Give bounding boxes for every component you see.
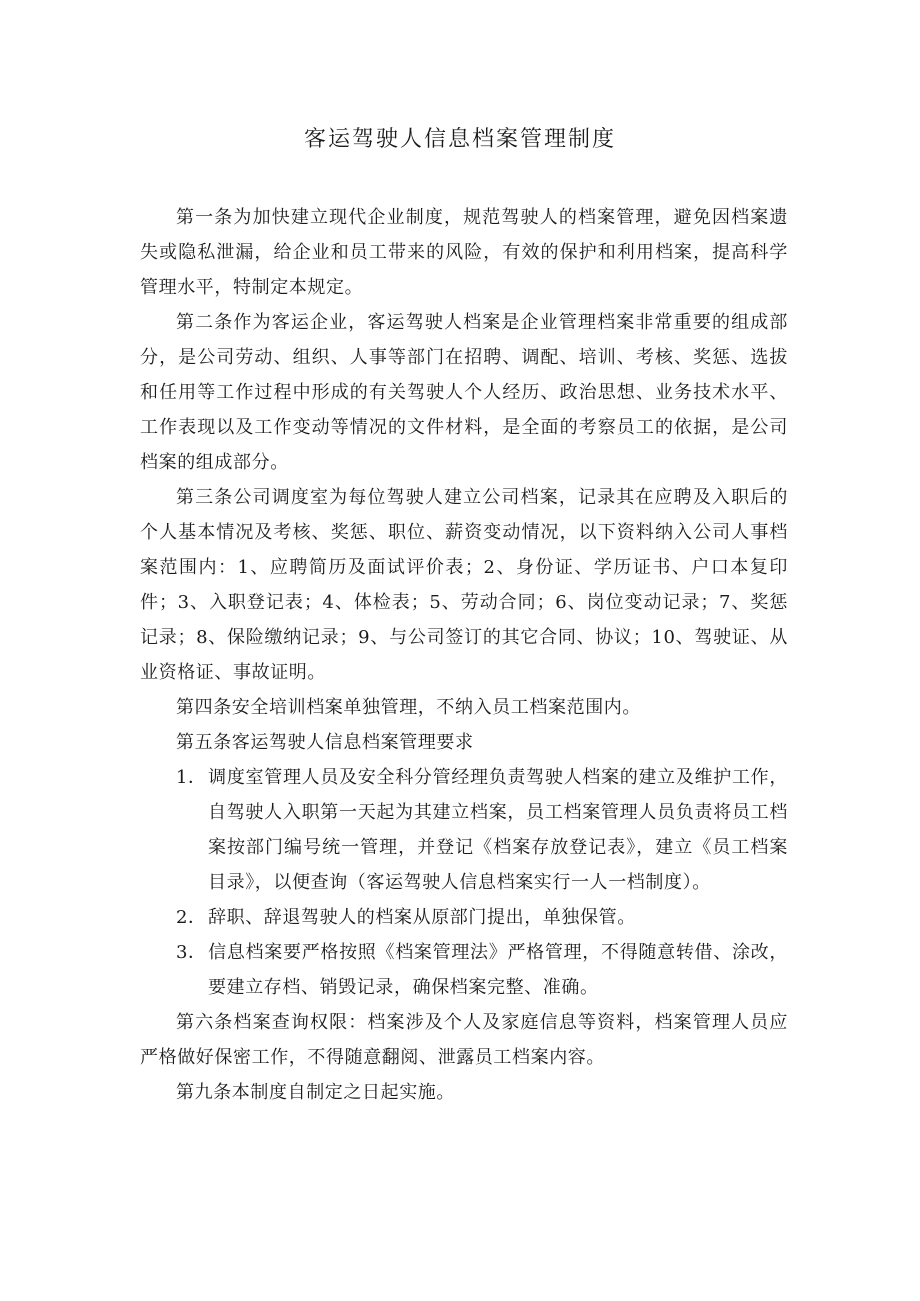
requirement-number: 2． — [176, 907, 207, 928]
article-3: 第三条公司调度室为每位驾驶人建立公司档案，记录其在应聘及入职后的个人基本情况及考核、奖惩、职位、薪资变动情况，以下资料纳入公司人事档案范围内：1、应聘简历及面试评价表；2、身份证、学历证书、户口本复印件；3、入职登记表；4、体检表；5、劳动合同；6、岗位变动记录；7、奖惩记录；8、保险缴纳记录；9、与公司签订的其它合同、协议；10、驾驶证、从业资格证、事故证明。 — [140, 487, 788, 683]
article-4: 第四条安全培训档案单独管理，不纳入员工档案范围内。 — [176, 697, 641, 718]
requirement-item-2 — [140, 900, 788, 935]
document-title: 客运驾驶人信息档案管理制度 — [303, 127, 616, 152]
article-2: 第二条作为客运企业，客运驾驶人档案是企业管理档案非常重要的组成部分，是公司劳动、组织、人事等部门在招聘、调配、培训、考核、奖惩、选拔和任用等工作过程中形成的有关驾驶人个人经历、政治思想、业务技术水平、工作表现以及工作变动等情况的文件材料，是全面的考察员工的依据，是公司档案的组成部分。 — [140, 312, 788, 473]
requirement-item-1 — [140, 760, 788, 900]
article-6: 第六条档案查询权限：档案涉及个人及家庭信息等资料，档案管理人员应严格做好保密工作，不得随意翻阅、泄露员工档案内容。 — [140, 1012, 788, 1068]
article-1: 第一条为加快建立现代企业制度，规范驾驶人的档案管理，避免因档案遗失或隐私泄漏，给企业和员工带来的风险，有效的保护和利用档案，提高科学管理水平，特制定本规定。 — [140, 207, 788, 298]
article-9: 第九条本制度自制定之日起实施。 — [176, 1082, 455, 1103]
requirement-text: 信息档案要严格按照《档案管理法》严格管理，不得随意转借、涂改，要建立存档、销毁记录，确保档案完整、准确。 — [208, 942, 788, 998]
document-body — [140, 200, 788, 1110]
requirement-number: 3． — [176, 942, 207, 963]
requirement-text: 辞职、辞退驾驶人的档案从原部门提出，单独保管。 — [208, 907, 636, 928]
requirement-item-3 — [140, 935, 788, 1005]
requirement-number: 1． — [176, 767, 207, 788]
requirement-text: 调度室管理人员及安全科分管经理负责驾驶人档案的建立及维护工作，自驾驶人入职第一天起为其建立档案，员工档案管理人员负责将员工档案按部门编号统一管理，并登记《档案存放登记表》，建立《员工档案目录》，以便查询（客运驾驶人信息档案实行一人一档制度）。 — [208, 767, 788, 893]
article-5-heading: 第五条客运驾驶人信息档案管理要求 — [176, 732, 474, 753]
